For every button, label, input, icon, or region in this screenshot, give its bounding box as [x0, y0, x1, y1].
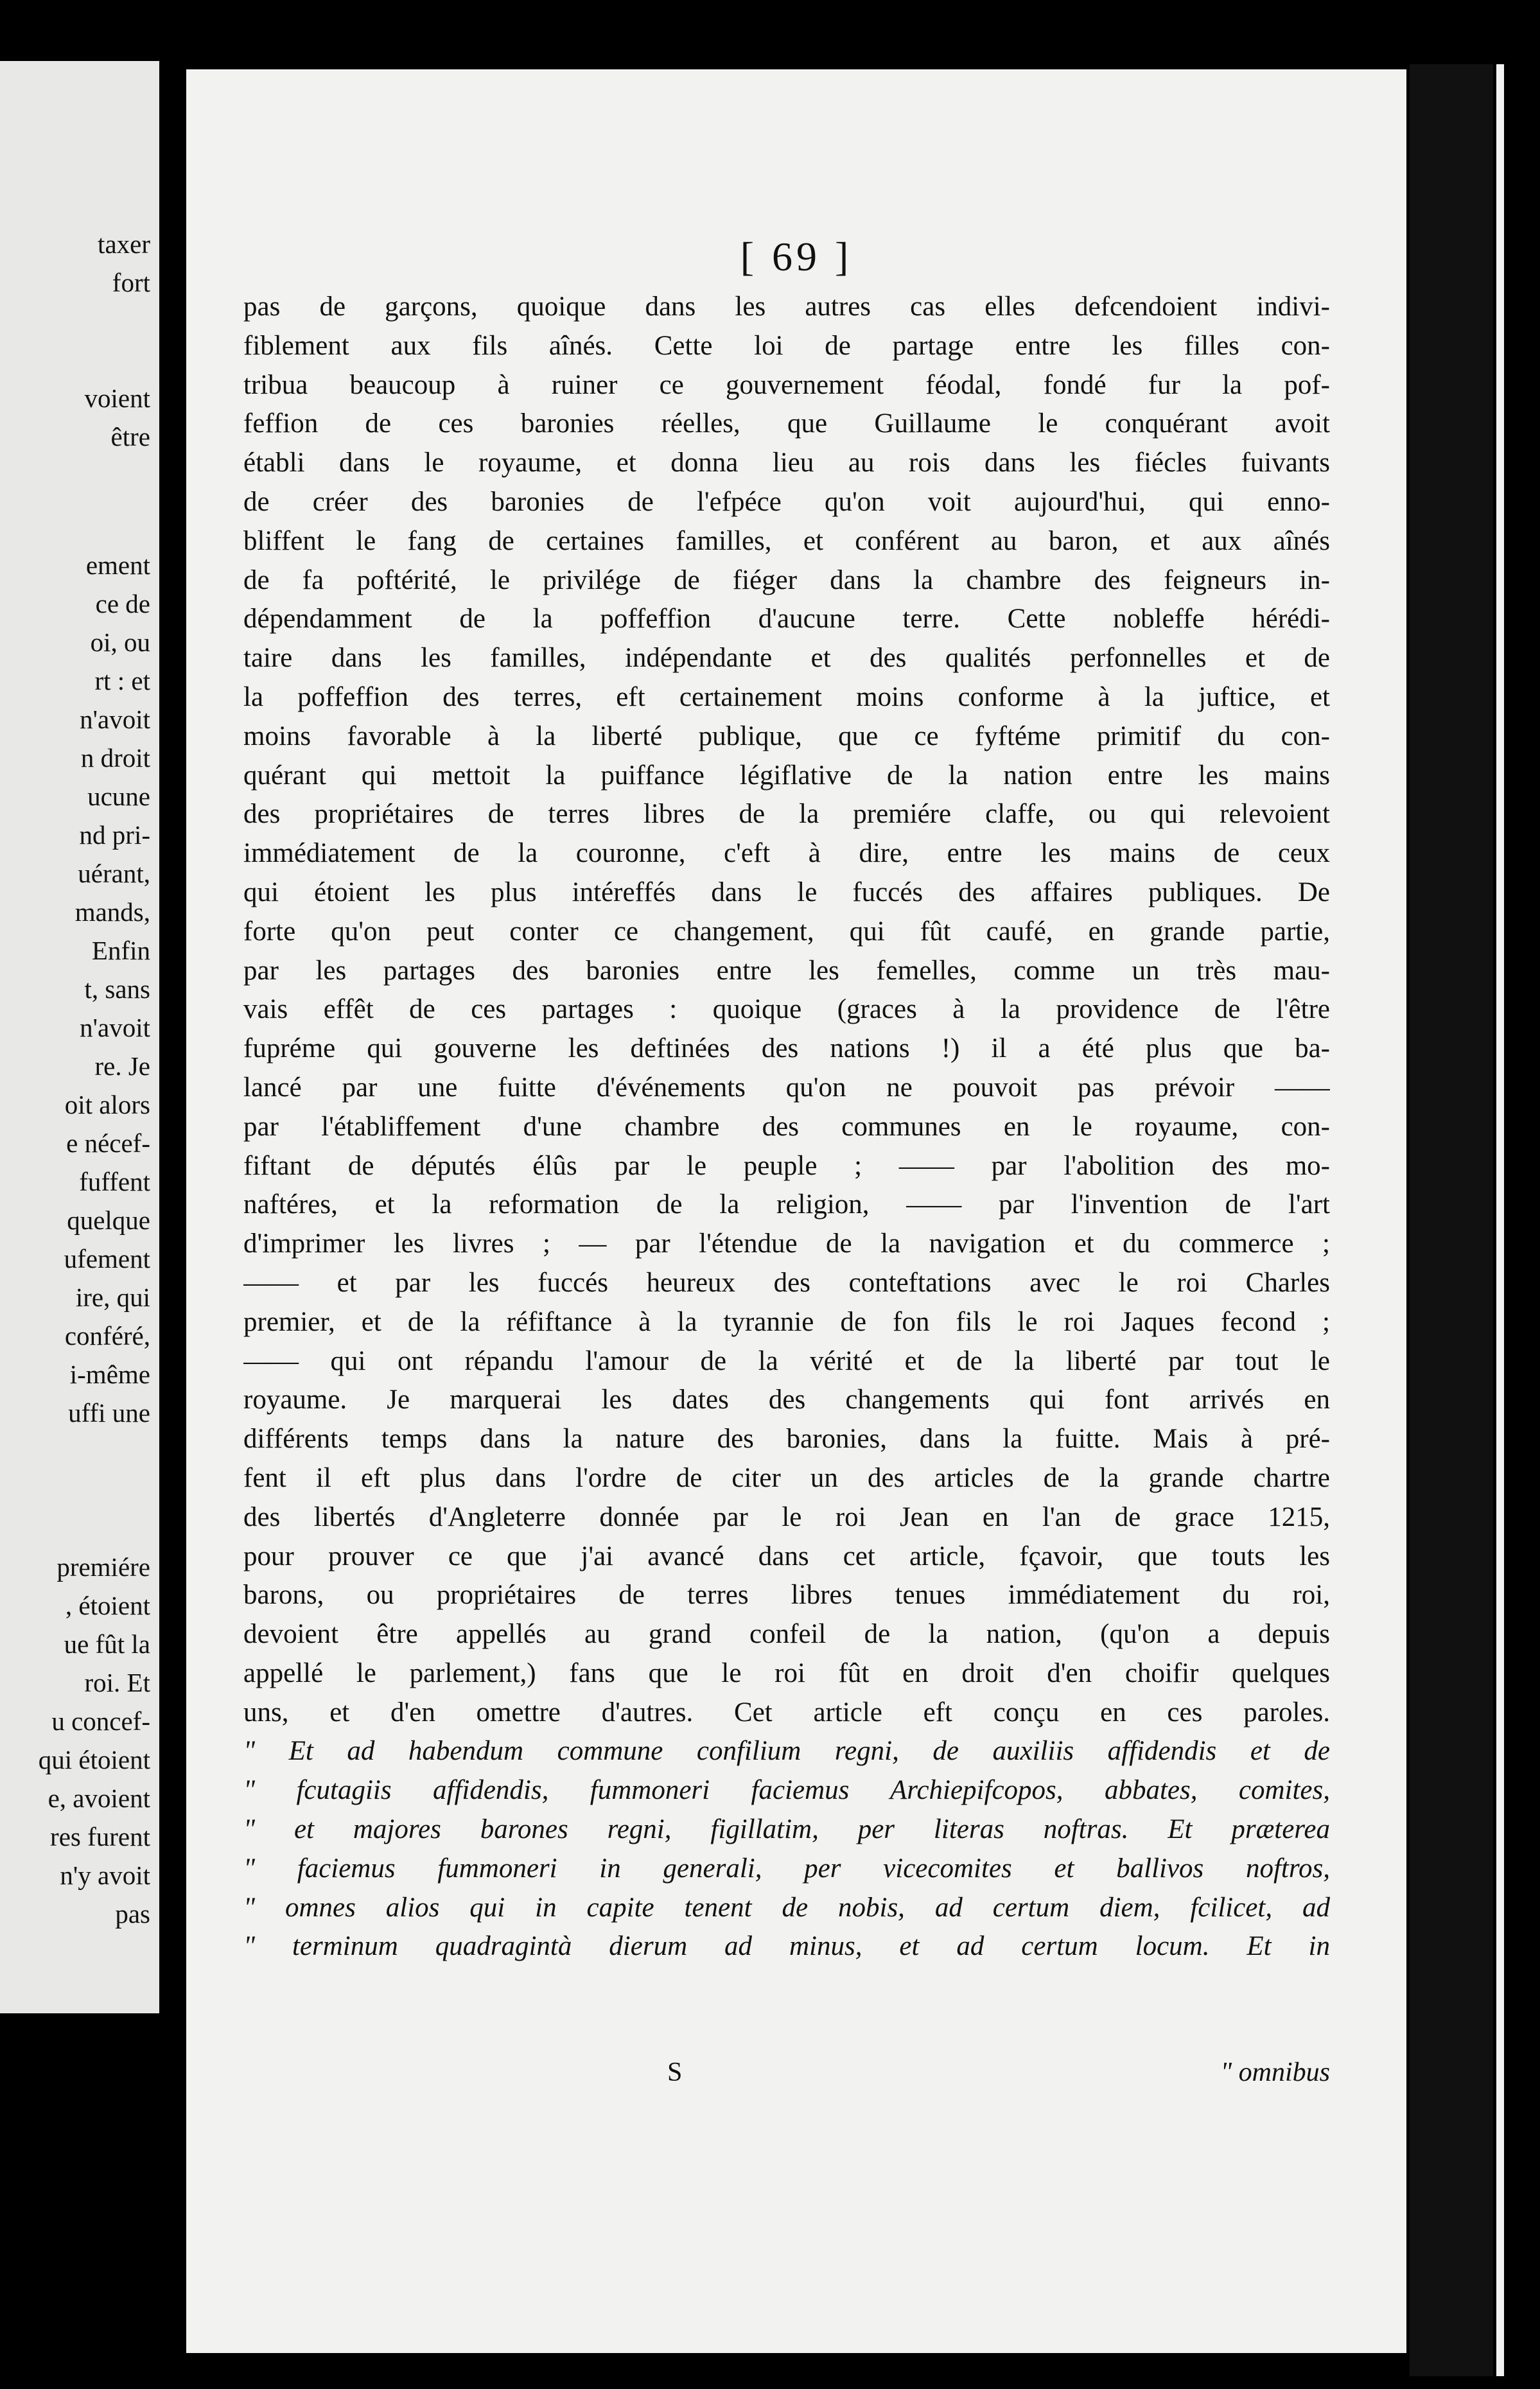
- text-line: fiftant de députés élûs par le peuple ; —— par l'abolition des mo-: [243, 1150, 1330, 1181]
- text-line: feffion de ces baronies réelles, que Guillaume le conquérant avoit: [243, 408, 1330, 439]
- text-line: " Et ad habendum commune confilium regni, de auxiliis affidendis et de: [243, 1736, 1330, 1767]
- left-page-fragment: ire, qui: [75, 1282, 150, 1312]
- left-page-fragment: i-même: [69, 1360, 150, 1389]
- text-line: fiblement aux fils aînés. Cette loi de partage entre les filles con-: [243, 330, 1330, 361]
- signature-mark: S: [667, 2058, 683, 2087]
- left-page-fragment: quelque: [67, 1205, 150, 1235]
- left-page-fragment: taxer: [98, 229, 150, 259]
- left-page-fragment: premiére: [57, 1552, 150, 1582]
- text-line: pas de garçons, quoique dans les autres cas elles defcendoient indivi-: [243, 292, 1330, 322]
- left-page-fragment: rt : et: [94, 666, 150, 696]
- text-line: premier, et de la réfiftance à la tyrannie de fon fils le roi Jaques fecond ;: [243, 1306, 1330, 1337]
- left-page-fragment: pas: [115, 1899, 150, 1929]
- left-page-fragment: , étoient: [65, 1591, 150, 1620]
- text-line: fupréme qui gouverne les deftinées des nations !) il a été plus que ba-: [243, 1033, 1330, 1064]
- left-page-fragment: ue fût la: [64, 1629, 150, 1659]
- text-line: appellé le parlement,) fans que le roi fût en droit d'en choifir quelques: [243, 1658, 1330, 1688]
- text-line: de créer des baronies de l'efpéce qu'on voit aujourd'hui, qui enno-: [243, 486, 1330, 517]
- left-page-fragment: res furent: [50, 1822, 150, 1851]
- page-edge-strip: [1496, 64, 1504, 2376]
- text-line: des propriétaires de terres libres de la premiére claffe, ou qui relevoient: [243, 799, 1330, 830]
- text-line: différents temps dans la nature des baronies, dans la fuitte. Mais à pré-: [243, 1424, 1330, 1455]
- left-page-fragment: mands,: [74, 897, 150, 927]
- body-text: [243, 288, 1330, 1966]
- left-page-fragment: t, sans: [84, 974, 150, 1004]
- text-line: devoient être appellés au grand confeil de la nation, (qu'on a depuis: [243, 1619, 1330, 1650]
- text-line: bliffent le fang de certaines familles, et conférent au baron, et aux aînés: [243, 525, 1330, 556]
- left-page-fragment: être: [110, 422, 150, 451]
- right-page: [186, 69, 1406, 2353]
- text-line: royaume. Je marquerai les dates des changements qui font arrivés en: [243, 1385, 1330, 1415]
- left-page-fragment: qui étoient: [38, 1745, 150, 1774]
- text-line: forte qu'on peut conter ce changement, qui fût caufé, en grande partie,: [243, 916, 1330, 947]
- page-footer: [243, 2057, 1330, 2096]
- left-page-fragment: conféré,: [64, 1321, 150, 1351]
- text-line: " terminum quadragintà dierum ad minus, et ad certum locum. Et in: [243, 1931, 1330, 1962]
- text-line: établi dans le royaume, et donna lieu au rois dans les fiécles fuivants: [243, 448, 1330, 478]
- left-page-fragment: uérant,: [78, 859, 150, 888]
- text-line: " et majores barones regni, figillatim, per literas noftras. Et præterea: [243, 1814, 1330, 1845]
- left-page-fragment: nd pri-: [79, 820, 150, 850]
- left-page-fragment: uffi une: [68, 1398, 150, 1428]
- text-line: " omnes alios qui in capite tenent de nobis, ad certum diem, fcilicet, ad: [243, 1892, 1330, 1923]
- left-page-fragment: oi, ou: [90, 627, 150, 657]
- text-line: de fa poftérité, le privilége de fiéger dans la chambre des feigneurs in-: [243, 564, 1330, 595]
- text-line: uns, et d'en omettre d'autres. Cet article eft conçu en ces paroles.: [243, 1697, 1330, 1728]
- text-line: dépendamment de la poffeffion d'aucune terre. Cette nobleffe hérédi-: [243, 604, 1330, 634]
- left-page-fragment: e, avoient: [48, 1783, 150, 1813]
- text-line: tribua beaucoup à ruiner ce gouvernement féodal, fondé fur la pof-: [243, 369, 1330, 400]
- text-line: d'imprimer les livres ; — par l'étendue de la navigation et du commerce ;: [243, 1229, 1330, 1259]
- text-line: immédiatement de la couronne, c'eft à dire, entre les mains de ceux: [243, 838, 1330, 869]
- left-page-fragment: n droit: [80, 743, 150, 773]
- left-page-fragment: n'avoit: [80, 704, 150, 734]
- text-line: par les partages des baronies entre les femelles, comme un très mau-: [243, 955, 1330, 986]
- left-page-fragment: e nécef-: [66, 1128, 150, 1158]
- text-line: par l'établiffement d'une chambre des communes en le royaume, con-: [243, 1111, 1330, 1142]
- text-line: pour prouver ce que j'ai avancé dans cet article, fçavoir, que touts les: [243, 1541, 1330, 1571]
- text-line: quérant qui mettoit la puiffance légiflative de la nation entre les mains: [243, 760, 1330, 791]
- text-line: " fcutagiis affidendis, fummoneri faciemus Archiepifcopos, abbates, comites,: [243, 1775, 1330, 1806]
- left-page-fragment: oit alors: [64, 1090, 150, 1119]
- left-page-fragment: u concef-: [51, 1706, 150, 1736]
- text-line: naftéres, et la reformation de la religion, —— par l'invention de l'art: [243, 1189, 1330, 1220]
- left-page-fragment: roi. Et: [84, 1668, 150, 1697]
- text-line: lancé par une fuitte d'événements qu'on ne pouvoit pas prévoir ——: [243, 1072, 1330, 1103]
- left-page-fragment: ement: [85, 550, 150, 580]
- text-line: fent il eft plus dans l'ordre de citer un des articles de la grande chartre: [243, 1462, 1330, 1493]
- left-page-fragment: ce de: [95, 589, 150, 618]
- left-page-fragment: voient: [84, 383, 150, 413]
- left-page-fragment: fort: [112, 268, 150, 297]
- left-page-fragment: re. Je: [94, 1051, 150, 1081]
- left-page-fragment: fuffent: [79, 1167, 150, 1196]
- left-page: [0, 61, 159, 2013]
- text-line: —— et par les fuccés heureux des conteftations avec le roi Charles: [243, 1267, 1330, 1298]
- text-line: la poffeffion des terres, eft certainement moins conforme à la juftice, et: [243, 681, 1330, 712]
- text-line: moins favorable à la liberté publique, que ce fyftéme primitif du con-: [243, 721, 1330, 751]
- book-gutter: [159, 0, 182, 2389]
- page-number: [ 69 ]: [740, 234, 853, 279]
- page-edge-shadow: [1410, 64, 1493, 2376]
- left-page-fragment: Enfin: [91, 936, 150, 965]
- text-line: taire dans les familles, indépendante et des qualités perfonnelles et de: [243, 643, 1330, 674]
- text-line: qui étoient les plus intéreffés dans le fuccés des affaires publiques. De: [243, 877, 1330, 907]
- text-line: —— qui ont répandu l'amour de la vérité et de la liberté par tout le: [243, 1345, 1330, 1376]
- left-page-fragment: n'y avoit: [60, 1860, 150, 1890]
- left-page-fragment: ucune: [87, 782, 150, 811]
- text-line: vais effêt de ces partages : quoique (graces à la providence de l'être: [243, 994, 1330, 1025]
- text-line: " faciemus fummoneri in generali, per vicecomites et ballivos noftros,: [243, 1853, 1330, 1884]
- text-line: barons, ou propriétaires de terres libres tenues immédiatement du roi,: [243, 1580, 1330, 1611]
- text-line: des libertés d'Angleterre donnée par le roi Jean en l'an de grace 1215,: [243, 1501, 1330, 1532]
- left-page-fragment: n'avoit: [80, 1013, 150, 1042]
- left-page-fragment: ufement: [64, 1244, 150, 1273]
- catchword: " omnibus: [1220, 2058, 1330, 2087]
